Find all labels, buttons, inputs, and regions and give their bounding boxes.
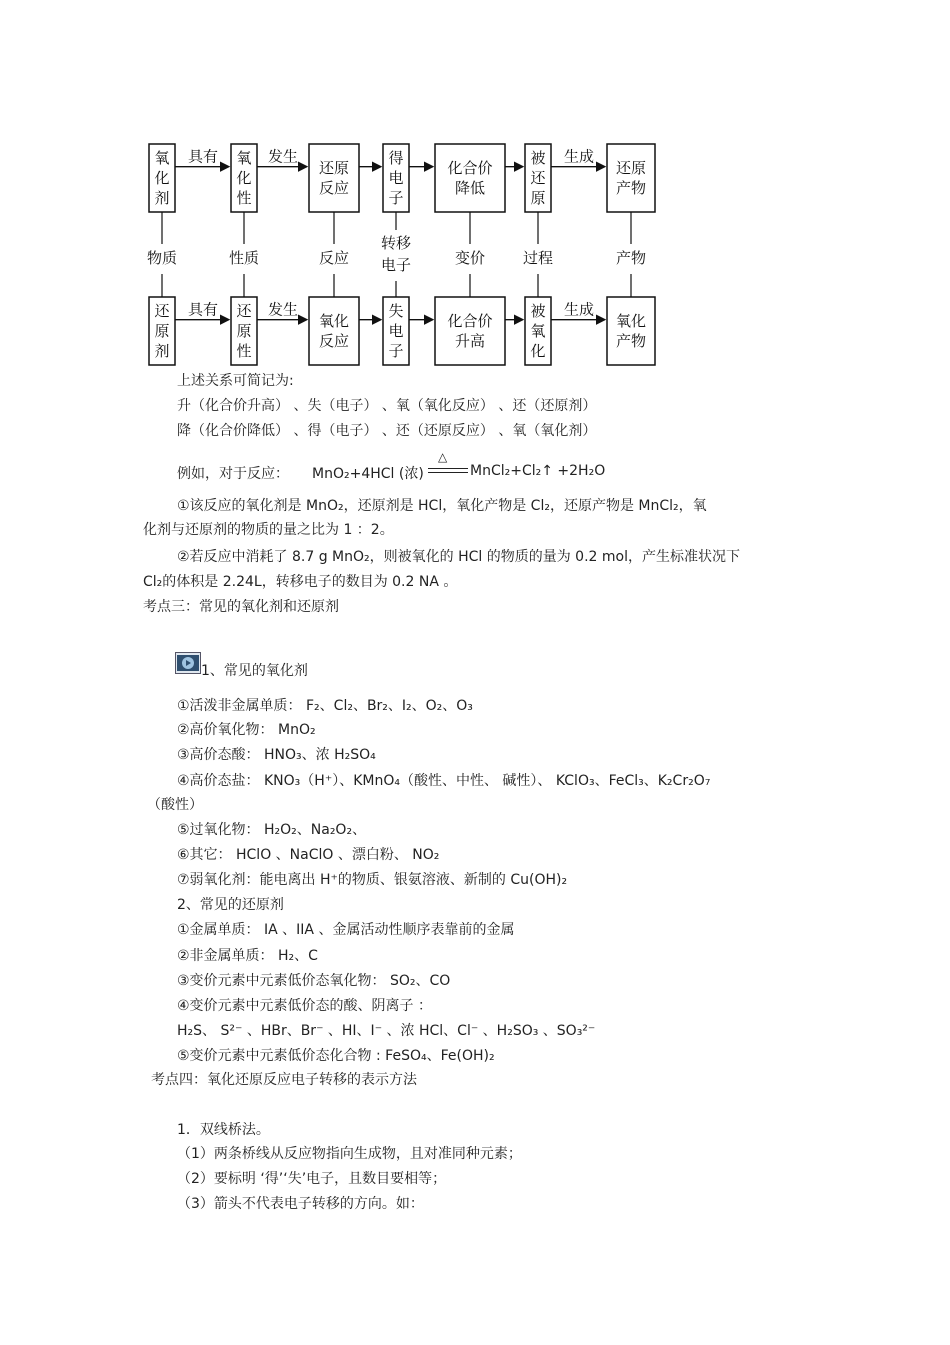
oxidizer-item-3: ③高价态酸： HNO₃、浓 H₂SO₄ <box>177 747 376 763</box>
top-box-3-label: 子 <box>388 189 404 207</box>
top-arrow-label-5: 生成 <box>563 147 595 166</box>
bottom-box-0-label: 原 <box>154 322 170 340</box>
diagram-svg <box>143 142 659 367</box>
top-box-6 <box>607 144 655 212</box>
top-box-0-label: 剂 <box>154 189 170 207</box>
middle-label-3: 转移 <box>380 234 412 252</box>
example-prefix: 例如，对于反应： <box>177 466 289 482</box>
question-2-line-1: ②若反应中消耗了 8.7 g MnO₂，则被氧化的 HCl 的物质的量为 0.2 mol，产生标准状况下 <box>177 549 740 565</box>
double-bridge-rule-3: （3）箭头不代表电子转移的方向。如： <box>177 1196 424 1212</box>
question-2-line-2: Cl₂的体积是 2.24L，转移电子的数目为 0.2 NA 。 <box>143 574 458 590</box>
middle-label-6: 产物 <box>615 249 647 267</box>
oxidizer-item-4-cont: （酸性） <box>147 797 203 813</box>
top-arrow-label-1: 发生 <box>267 147 299 166</box>
top-box-5-label: 还 <box>530 169 546 187</box>
summary-line-1: 升（化合价升高） 、失（电子） 、氧（氧化反应） 、还（还原剂） <box>177 398 597 414</box>
bottom-box-4-label: 升高 <box>454 332 486 350</box>
top-box-3-label: 电 <box>388 169 404 187</box>
bottom-box-6 <box>607 297 655 365</box>
middle-label-0: 物质 <box>146 249 178 267</box>
reducers-subtitle: 2、常见的还原剂 <box>177 897 284 913</box>
top-box-6-label: 产物 <box>615 179 647 197</box>
double-bridge-title: 1．双线桥法。 <box>177 1122 270 1138</box>
middle-label-2: 反应 <box>318 249 350 267</box>
double-bridge-rule-2: （2）要标明 ‘得’‘失’电子，且数目要相等； <box>177 1171 447 1187</box>
bottom-box-5-label: 被 <box>530 302 546 320</box>
bottom-box-1-label: 还 <box>236 302 252 320</box>
oxidizers-subtitle: 1、常见的氧化剂 <box>201 663 308 679</box>
reducer-item-4: ④变价元素中元素低价态的酸、阴离子 ： <box>177 998 432 1014</box>
oxidizer-item-4: ④高价态盐： KNO₃（H⁺）、KMnO₄（酸性、中性、 碱性）、 KClO₃、FeCl₃、K₂Cr₂O₇ <box>177 773 711 789</box>
oxidizer-item-7: ⑦弱氧化剂：能电离出 H⁺的物质、银氨溶液、新制的 Cu(OH)₂ <box>177 872 568 888</box>
top-box-3-label: 得 <box>388 149 404 167</box>
bottom-box-0-label: 还 <box>154 302 170 320</box>
reducer-item-3: ③变价元素中元素低价态氧化物： SO₂、CO <box>177 973 451 989</box>
bottom-box-3-label: 子 <box>388 342 404 360</box>
top-box-5-label: 原 <box>530 189 546 207</box>
bottom-box-6-label: 氧化 <box>615 312 647 330</box>
top-box-0-label: 化 <box>154 169 170 187</box>
bottom-box-5-label: 化 <box>530 342 546 360</box>
oxidizer-item-1: ①活泼非金属单质： F₂、Cl₂、Br₂、I₂、O₂、O₃ <box>177 698 473 714</box>
middle-label-4: 变价 <box>454 249 486 267</box>
reducer-item-5: ⑤变价元素中元素低价态化合物 : FeSO₄、Fe(OH)₂ <box>177 1048 495 1064</box>
video-icon[interactable] <box>175 652 201 674</box>
question-1-line-1: ①该反应的氧化剂是 MnO₂，还原剂是 HCl，氧化产物是 Cl₂，还原产物是 MnCl₂，氧 <box>177 498 707 514</box>
bottom-box-2-label: 反应 <box>318 332 350 350</box>
bottom-arrow-label-0: 具有 <box>187 300 219 319</box>
bottom-box-3-label: 电 <box>388 322 404 340</box>
bottom-arrow-label-1: 发生 <box>267 300 299 319</box>
bottom-box-4 <box>435 297 505 365</box>
top-box-4-label: 化合价 <box>447 159 493 177</box>
redox-relationship-diagram <box>143 142 659 367</box>
middle-label-3: 电子 <box>380 256 412 274</box>
top-box-5-label: 被 <box>530 149 546 167</box>
top-box-1-label: 化 <box>236 169 252 187</box>
bottom-box-3-label: 失 <box>388 302 404 320</box>
middle-label-5: 过程 <box>522 249 554 267</box>
question-1-line-2: 化剂与还原剂的物质的量之比为 1 ：2。 <box>143 522 394 538</box>
top-box-6-label: 还原 <box>615 159 647 177</box>
example-reactants: MnO₂+4HCl (浓) <box>312 466 424 482</box>
reducer-item-2: ②非金属单质： H₂、C <box>177 948 318 964</box>
heat-condition: △ <box>438 450 448 464</box>
middle-label-1: 性质 <box>228 249 260 267</box>
top-box-4-label: 降低 <box>454 179 486 197</box>
bottom-arrow-label-5: 生成 <box>563 300 595 319</box>
top-box-1-label: 氧 <box>236 149 252 167</box>
reducer-item-1: ①金属单质： IA 、IIA 、金属活动性顺序表靠前的金属 <box>177 922 515 938</box>
equation-equals-sign <box>428 468 468 473</box>
top-box-4 <box>435 144 505 212</box>
oxidizer-item-6: ⑥其它： HClO 、NaClO 、漂白粉、 NO₂ <box>177 847 440 863</box>
oxidizer-item-5: ⑤过氧化物： H₂O₂、Na₂O₂、 <box>177 822 367 838</box>
bottom-box-0-label: 剂 <box>154 342 170 360</box>
double-bridge-rule-1: （1）两条桥线从反应物指向生成物，且对准同种元素； <box>177 1146 522 1162</box>
summary-line-2: 降（化合价降低） 、得（电子） 、还（还原反应） 、氧（氧化剂） <box>177 423 597 439</box>
top-box-0-label: 氧 <box>154 149 170 167</box>
top-box-2 <box>309 144 359 212</box>
bottom-box-2 <box>309 297 359 365</box>
reducer-item-ions: H₂S、 S²⁻ 、HBr、Br⁻ 、HI、I⁻ 、浓 HCl、Cl⁻ 、H₂SO₃ 、SO₃²⁻ <box>177 1023 596 1039</box>
bottom-box-6-label: 产物 <box>615 332 647 350</box>
bottom-box-1-label: 性 <box>236 342 252 360</box>
section-4-title: 考点四：氧化还原反应电子转移的表示方法 <box>151 1072 417 1088</box>
summary-intro: 上述关系可简记为: <box>177 373 294 389</box>
oxidizer-item-2: ②高价氧化物： MnO₂ <box>177 722 316 738</box>
bottom-box-2-label: 氧化 <box>318 312 350 330</box>
bottom-box-5-label: 氧 <box>530 322 546 340</box>
example-products: MnCl₂+Cl₂↑ +2H₂O <box>470 463 606 479</box>
section-3-title: 考点三：常见的氧化剂和还原剂 <box>143 599 339 615</box>
top-box-1-label: 性 <box>236 189 252 207</box>
bottom-box-1-label: 原 <box>236 322 252 340</box>
top-arrow-label-0: 具有 <box>187 147 219 166</box>
top-box-2-label: 反应 <box>318 179 350 197</box>
top-box-2-label: 还原 <box>318 159 350 177</box>
bottom-box-4-label: 化合价 <box>447 312 493 330</box>
